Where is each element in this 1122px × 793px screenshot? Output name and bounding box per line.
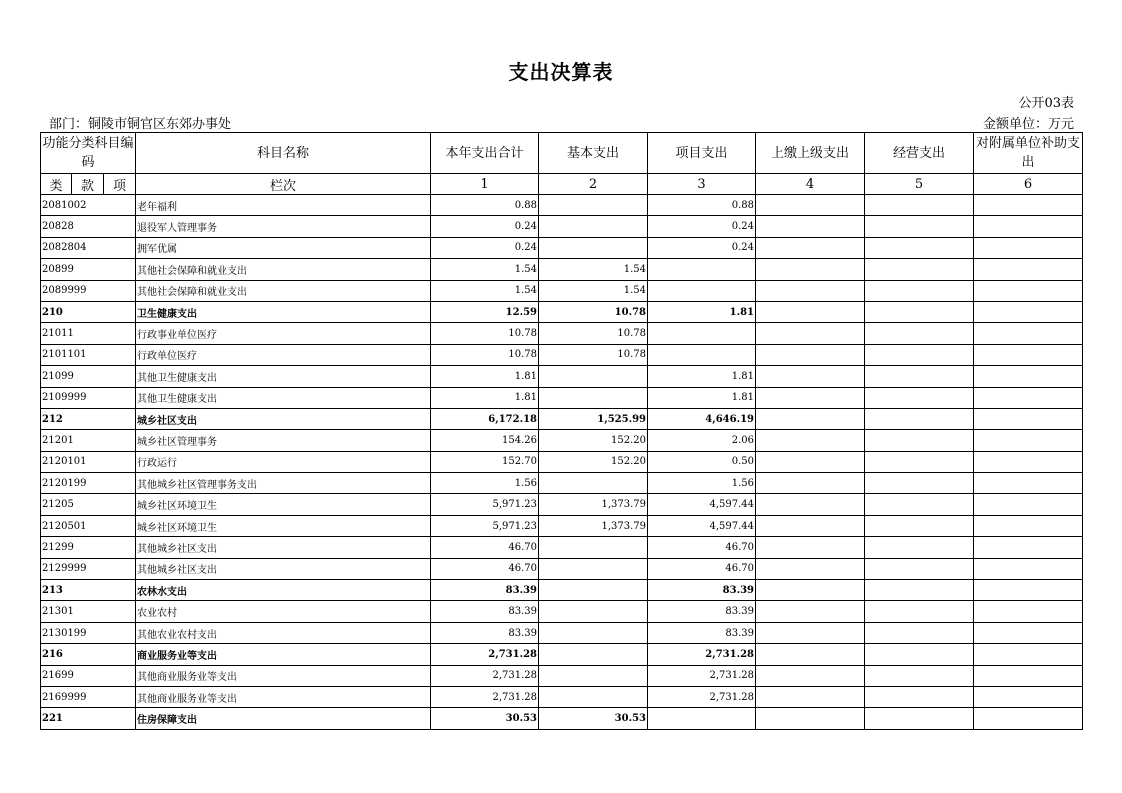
cell-project: 2,731.28 [648, 644, 756, 665]
cell-upper [756, 408, 865, 429]
header-upper: 上缴上级支出 [756, 133, 865, 174]
cell-subsidy [974, 216, 1083, 237]
cell-name: 其他商业服务业等支出 [136, 686, 431, 707]
cell-business [865, 601, 974, 622]
cell-business [865, 473, 974, 494]
cell-upper [756, 473, 865, 494]
cell-subsidy [974, 237, 1083, 258]
cell-total: 83.39 [431, 622, 539, 643]
cell-business [865, 451, 974, 472]
table-row [41, 301, 1083, 322]
cell-name: 城乡社区支出 [136, 408, 431, 429]
cell-project: 4,597.44 [648, 515, 756, 536]
cell-total: 154.26 [431, 430, 539, 451]
header-col-4: 4 [756, 174, 865, 195]
cell-total: 1.81 [431, 366, 539, 387]
cell-total: 2,731.28 [431, 644, 539, 665]
form-number: 公开03表 [1018, 96, 1074, 111]
cell-upper [756, 195, 865, 216]
cell-name: 城乡社区管理事务 [136, 430, 431, 451]
cell-upper [756, 601, 865, 622]
cell-code: 2082804 [41, 237, 136, 258]
cell-business [865, 494, 974, 515]
cell-business [865, 558, 974, 579]
cell-code: 2169999 [41, 686, 136, 707]
cell-name: 其他社会保障和就业支出 [136, 259, 431, 280]
header-col-2: 2 [539, 174, 648, 195]
cell-code: 221 [41, 708, 136, 729]
header-basic: 基本支出 [539, 133, 648, 174]
cell-total: 152.70 [431, 451, 539, 472]
header-project: 项目支出 [648, 133, 756, 174]
cell-basic [539, 237, 648, 258]
cell-name: 其他城乡社区管理事务支出 [136, 473, 431, 494]
cell-subsidy [974, 622, 1083, 643]
cell-name: 其他卫生健康支出 [136, 387, 431, 408]
cell-upper [756, 237, 865, 258]
amount-unit-label: 金额单位：万元 [982, 117, 1074, 132]
cell-upper [756, 686, 865, 707]
cell-subsidy [974, 473, 1083, 494]
cell-project: 1.56 [648, 473, 756, 494]
cell-business [865, 387, 974, 408]
cell-business [865, 323, 974, 344]
cell-basic [539, 686, 648, 707]
cell-upper [756, 430, 865, 451]
cell-code: 212 [41, 408, 136, 429]
cell-total: 0.88 [431, 195, 539, 216]
cell-project [648, 708, 756, 729]
cell-project: 0.50 [648, 451, 756, 472]
cell-project: 1.81 [648, 387, 756, 408]
cell-upper [756, 344, 865, 365]
cell-basic: 10.78 [539, 323, 648, 344]
cell-name: 其他农业农村支出 [136, 622, 431, 643]
cell-total: 6,172.18 [431, 408, 539, 429]
cell-subsidy [974, 280, 1083, 301]
table-row [41, 473, 1083, 494]
cell-code: 2101101 [41, 344, 136, 365]
cell-subsidy [974, 195, 1083, 216]
cell-basic: 1,373.79 [539, 515, 648, 536]
cell-business [865, 665, 974, 686]
cell-upper [756, 301, 865, 322]
cell-project: 4,597.44 [648, 494, 756, 515]
table-row [41, 494, 1083, 515]
table-row [41, 601, 1083, 622]
cell-subsidy [974, 601, 1083, 622]
table-row [41, 451, 1083, 472]
cell-business [865, 408, 974, 429]
cell-business [865, 708, 974, 729]
cell-basic: 152.20 [539, 430, 648, 451]
cell-project [648, 259, 756, 280]
cell-name: 城乡社区环境卫生 [136, 515, 431, 536]
cell-name: 商业服务业等支出 [136, 644, 431, 665]
cell-project [648, 323, 756, 344]
cell-project: 1.81 [648, 301, 756, 322]
header-code: 功能分类科目编码 [41, 133, 136, 174]
cell-business [865, 622, 974, 643]
table-row [41, 366, 1083, 387]
cell-subsidy [974, 301, 1083, 322]
cell-name: 拥军优属 [136, 237, 431, 258]
cell-basic [539, 216, 648, 237]
cell-business [865, 216, 974, 237]
cell-subsidy [974, 366, 1083, 387]
cell-code: 210 [41, 301, 136, 322]
table-row [41, 259, 1083, 280]
cell-subsidy [974, 323, 1083, 344]
cell-upper [756, 515, 865, 536]
cell-project: 2.06 [648, 430, 756, 451]
cell-business [865, 430, 974, 451]
cell-upper [756, 558, 865, 579]
cell-code: 2109999 [41, 387, 136, 408]
cell-total: 2,731.28 [431, 686, 539, 707]
cell-total: 46.70 [431, 558, 539, 579]
cell-code: 21301 [41, 601, 136, 622]
cell-basic [539, 622, 648, 643]
cell-upper [756, 387, 865, 408]
cell-project [648, 344, 756, 365]
cell-code: 2129999 [41, 558, 136, 579]
cell-upper [756, 280, 865, 301]
cell-total: 83.39 [431, 580, 539, 601]
cell-code: 216 [41, 644, 136, 665]
cell-basic: 10.78 [539, 301, 648, 322]
cell-business [865, 344, 974, 365]
cell-project: 46.70 [648, 537, 756, 558]
cell-name: 行政运行 [136, 451, 431, 472]
cell-subsidy [974, 580, 1083, 601]
cell-project: 2,731.28 [648, 665, 756, 686]
cell-upper [756, 537, 865, 558]
cell-business [865, 237, 974, 258]
cell-project: 1.81 [648, 366, 756, 387]
cell-upper [756, 366, 865, 387]
header-col-6: 6 [974, 174, 1083, 195]
cell-upper [756, 451, 865, 472]
expenditure-table [40, 132, 1083, 730]
table-row [41, 430, 1083, 451]
cell-upper [756, 259, 865, 280]
table-row [41, 280, 1083, 301]
cell-name: 其他社会保障和就业支出 [136, 280, 431, 301]
table-row [41, 558, 1083, 579]
cell-subsidy [974, 708, 1083, 729]
cell-subsidy [974, 259, 1083, 280]
cell-basic [539, 366, 648, 387]
table-row [41, 195, 1083, 216]
cell-subsidy [974, 408, 1083, 429]
cell-basic [539, 558, 648, 579]
cell-basic [539, 665, 648, 686]
cell-business [865, 301, 974, 322]
cell-basic: 1.54 [539, 259, 648, 280]
cell-name: 行政事业单位医疗 [136, 323, 431, 344]
table-row [41, 216, 1083, 237]
cell-subsidy [974, 665, 1083, 686]
cell-name: 退役军人管理事务 [136, 216, 431, 237]
table-row [41, 708, 1083, 729]
cell-total: 5,971.23 [431, 515, 539, 536]
cell-basic [539, 387, 648, 408]
header-column-label: 栏次 [136, 174, 431, 195]
cell-subsidy [974, 644, 1083, 665]
cell-subsidy [974, 451, 1083, 472]
header-col-5: 5 [865, 174, 974, 195]
cell-project: 83.39 [648, 601, 756, 622]
table-row [41, 387, 1083, 408]
cell-basic [539, 580, 648, 601]
cell-code: 213 [41, 580, 136, 601]
cell-name: 其他城乡社区支出 [136, 558, 431, 579]
cell-basic: 30.53 [539, 708, 648, 729]
cell-total: 83.39 [431, 601, 539, 622]
cell-total: 12.59 [431, 301, 539, 322]
table-row [41, 237, 1083, 258]
cell-upper [756, 323, 865, 344]
cell-basic: 1,373.79 [539, 494, 648, 515]
cell-total: 1.81 [431, 387, 539, 408]
cell-name: 城乡社区环境卫生 [136, 494, 431, 515]
cell-total: 1.54 [431, 280, 539, 301]
cell-subsidy [974, 494, 1083, 515]
cell-basic [539, 473, 648, 494]
cell-subsidy [974, 515, 1083, 536]
cell-code: 2120101 [41, 451, 136, 472]
cell-code: 2089999 [41, 280, 136, 301]
cell-subsidy [974, 537, 1083, 558]
cell-business [865, 515, 974, 536]
header-lei: 类 [41, 174, 72, 195]
cell-total: 0.24 [431, 237, 539, 258]
cell-code: 20828 [41, 216, 136, 237]
table-row [41, 686, 1083, 707]
cell-basic [539, 601, 648, 622]
table-row [41, 580, 1083, 601]
table-row [41, 665, 1083, 686]
cell-name: 卫生健康支出 [136, 301, 431, 322]
table-row [41, 344, 1083, 365]
cell-business [865, 259, 974, 280]
cell-upper [756, 665, 865, 686]
header-subsidy: 对附属单位补助支出 [974, 133, 1083, 174]
cell-name: 其他商业服务业等支出 [136, 665, 431, 686]
cell-project: 0.24 [648, 237, 756, 258]
cell-basic [539, 195, 648, 216]
cell-upper [756, 580, 865, 601]
cell-code: 21699 [41, 665, 136, 686]
cell-code: 2130199 [41, 622, 136, 643]
cell-business [865, 366, 974, 387]
cell-basic: 1.54 [539, 280, 648, 301]
cell-subsidy [974, 430, 1083, 451]
cell-business [865, 580, 974, 601]
cell-name: 住房保障支出 [136, 708, 431, 729]
cell-code: 21011 [41, 323, 136, 344]
cell-name: 农业农村 [136, 601, 431, 622]
cell-total: 30.53 [431, 708, 539, 729]
cell-project: 83.39 [648, 622, 756, 643]
cell-name: 老年福利 [136, 195, 431, 216]
cell-code: 2120199 [41, 473, 136, 494]
cell-name: 行政单位医疗 [136, 344, 431, 365]
cell-basic [539, 644, 648, 665]
cell-code: 2120501 [41, 515, 136, 536]
header-col-3: 3 [648, 174, 756, 195]
cell-code: 20899 [41, 259, 136, 280]
cell-subsidy [974, 686, 1083, 707]
cell-business [865, 195, 974, 216]
table-row [41, 644, 1083, 665]
cell-total: 10.78 [431, 344, 539, 365]
header-col-1: 1 [431, 174, 539, 195]
cell-upper [756, 216, 865, 237]
cell-basic: 1,525.99 [539, 408, 648, 429]
cell-upper [756, 622, 865, 643]
cell-code: 21099 [41, 366, 136, 387]
cell-subsidy [974, 387, 1083, 408]
cell-total: 1.54 [431, 259, 539, 280]
cell-total: 10.78 [431, 323, 539, 344]
cell-total: 1.56 [431, 473, 539, 494]
page-title: 支出决算表 [508, 60, 614, 84]
cell-subsidy [974, 344, 1083, 365]
table-body [41, 195, 1083, 730]
cell-business [865, 644, 974, 665]
cell-project: 83.39 [648, 580, 756, 601]
cell-business [865, 686, 974, 707]
cell-code: 2081002 [41, 195, 136, 216]
cell-project: 2,731.28 [648, 686, 756, 707]
cell-project [648, 280, 756, 301]
header-kuan: 款 [72, 174, 104, 195]
cell-total: 5,971.23 [431, 494, 539, 515]
header-name: 科目名称 [136, 133, 431, 174]
cell-code: 21205 [41, 494, 136, 515]
header-total: 本年支出合计 [431, 133, 539, 174]
cell-project: 4,646.19 [648, 408, 756, 429]
table-row [41, 323, 1083, 344]
table-row [41, 537, 1083, 558]
cell-subsidy [974, 558, 1083, 579]
cell-code: 21299 [41, 537, 136, 558]
table-row [41, 622, 1083, 643]
cell-business [865, 280, 974, 301]
cell-project: 46.70 [648, 558, 756, 579]
table-row [41, 408, 1083, 429]
cell-basic: 152.20 [539, 451, 648, 472]
header-business: 经营支出 [865, 133, 974, 174]
cell-total: 2,731.28 [431, 665, 539, 686]
cell-upper [756, 644, 865, 665]
cell-name: 其他卫生健康支出 [136, 366, 431, 387]
header-xiang: 项 [104, 174, 136, 195]
cell-upper [756, 708, 865, 729]
cell-business [865, 537, 974, 558]
cell-total: 0.24 [431, 216, 539, 237]
cell-basic [539, 537, 648, 558]
cell-project: 0.24 [648, 216, 756, 237]
cell-name: 农林水支出 [136, 580, 431, 601]
cell-total: 46.70 [431, 537, 539, 558]
cell-upper [756, 494, 865, 515]
cell-basic: 10.78 [539, 344, 648, 365]
department-label: 部门：铜陵市铜官区东郊办事处 [49, 117, 232, 132]
cell-code: 21201 [41, 430, 136, 451]
cell-project: 0.88 [648, 195, 756, 216]
cell-name: 其他城乡社区支出 [136, 537, 431, 558]
table-row [41, 515, 1083, 536]
